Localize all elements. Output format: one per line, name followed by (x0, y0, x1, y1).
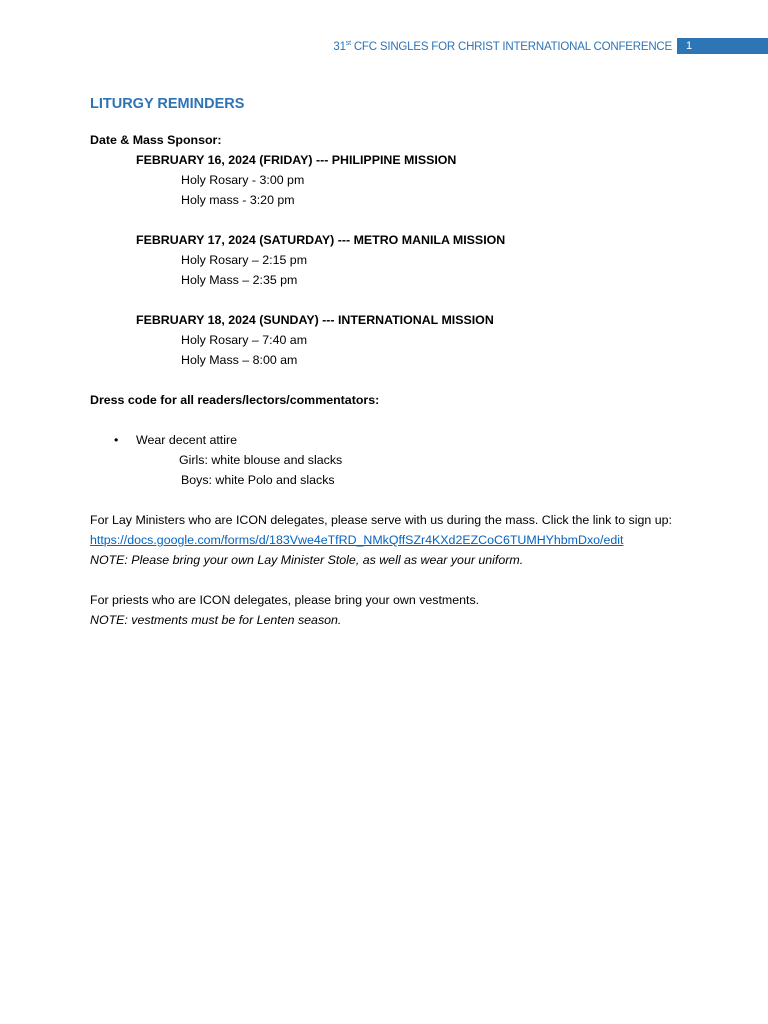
page-header (333, 38, 768, 54)
lay-minister-note: NOTE: Please bring your own Lay Minister Stole, as well as wear your uniform. (90, 553, 524, 567)
priest-note: NOTE: vestments must be for Lenten season. (90, 613, 342, 627)
mass-time: Holy Mass – 8:00 am (181, 353, 298, 367)
page-number: 1 (686, 40, 693, 52)
rosary-time: Holy Rosary – 7:40 am (181, 333, 308, 347)
boys-dress-code: Boys: white Polo and slacks (181, 473, 335, 487)
day-heading: FEBRUARY 17, 2024 (SATURDAY) --- METRO MANILA MISSION (136, 233, 506, 247)
rosary-time: Holy Rosary – 2:15 pm (181, 253, 308, 267)
day-heading: FEBRUARY 16, 2024 (FRIDAY) --- PHILIPPINE MISSION (136, 153, 457, 167)
dress-code-heading: Dress code for all readers/lectors/commentators: (90, 393, 380, 407)
header-number: 31 (333, 40, 346, 53)
header-title (333, 40, 672, 53)
page-title: LITURGY REMINDERS (90, 96, 245, 112)
signup-link[interactable]: https://docs.google.com/forms/d/183Vwe4eTfRD_NMkQffSZr4KXd2EZCoC6TUMHYhbmDxo/edit (90, 533, 624, 547)
day-block (90, 150, 730, 210)
page-number-box (677, 38, 768, 54)
day-block (90, 230, 730, 290)
day-block (90, 310, 730, 370)
girls-dress-code: Girls: white blouse and slacks (179, 453, 343, 467)
bullet-text: Wear decent attire (136, 433, 238, 447)
mass-time: Holy Mass – 2:35 pm (181, 273, 298, 287)
list-item (90, 430, 730, 450)
priest-text: For priests who are ICON delegates, please bring your own vestments. (90, 593, 480, 607)
mass-time: Holy mass - 3:20 pm (181, 193, 295, 207)
document-body (90, 94, 730, 630)
header-superscript: st (345, 39, 351, 47)
header-title-text: CFC SINGLES FOR CHRIST INTERNATIONAL CONFERENCE (350, 40, 672, 53)
rosary-time: Holy Rosary - 3:00 pm (181, 173, 305, 187)
bullet-icon: • (114, 433, 119, 447)
day-heading: FEBRUARY 18, 2024 (SUNDAY) --- INTERNATIONAL MISSION (136, 313, 494, 327)
sponsor-heading: Date & Mass Sponsor: (90, 133, 222, 147)
lay-minister-text: For Lay Ministers who are ICON delegates, please serve with us during the mass. Click the link to sign up: (90, 513, 672, 527)
